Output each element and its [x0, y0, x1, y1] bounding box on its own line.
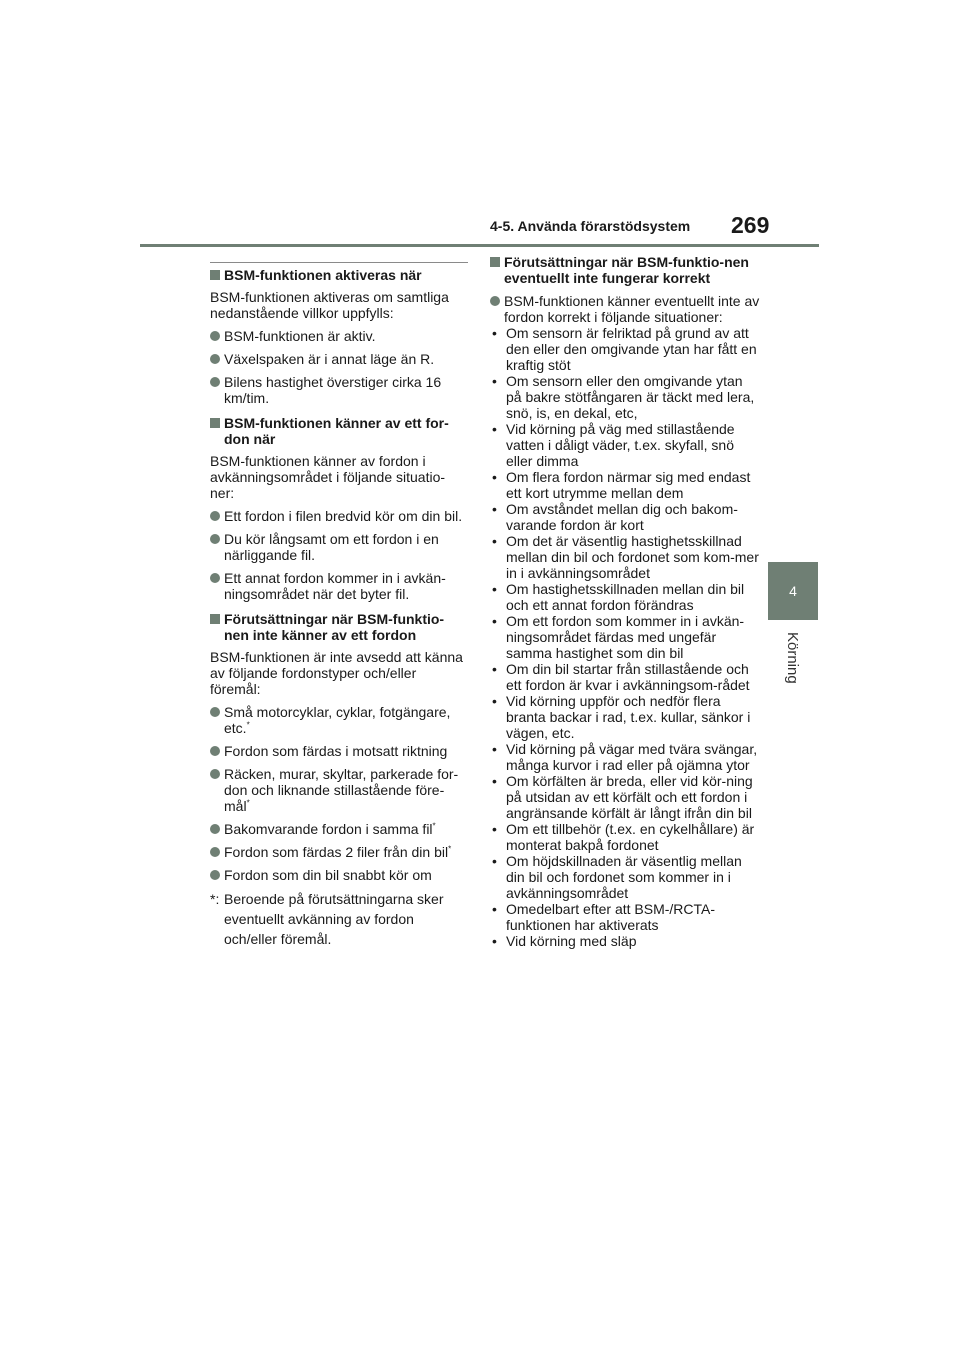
square-bullet-icon: [210, 270, 220, 280]
circle-bullet-icon: [210, 824, 220, 834]
footnote-ref: *: [246, 720, 250, 730]
dot-bullet-icon: •: [492, 901, 497, 917]
footnote-ref: *: [432, 821, 436, 831]
chapter-label: Körning: [784, 632, 801, 684]
circle-bullet-icon: [210, 870, 220, 880]
list-item: Fordon som färdas 2 filer från din bil*: [210, 844, 468, 860]
circle-bullet-icon: [210, 354, 220, 364]
footnote-mark: *:: [210, 891, 220, 907]
sub-list-item: • Om det är väsentlig hastighetsskillnad mellan din bil och fordonet som kom-mer in i avkänningsområdet: [492, 533, 759, 581]
sub-list-item: • Om din bil startar från stillastående och ett fordon är kvar i avkänningsom-rådet: [492, 661, 750, 693]
sub-list-item: • Vid körning på väg med stillastående vatten i dåligt väder, t.ex. skyfall, snö eller dimma: [492, 421, 735, 469]
circle-bullet-icon: [210, 573, 220, 583]
list-item: Räcken, murar, skyltar, parkerade for-don och liknande stillastående före-mål*: [210, 766, 468, 814]
circle-bullet-icon: [210, 331, 220, 341]
dot-bullet-icon: •: [492, 373, 497, 389]
chapter-tab: 4: [768, 562, 818, 620]
sub-list-item: • Om sensorn är felriktad på grund av att den eller den omgivande ytan har fått en kraftig stöt: [492, 325, 757, 373]
sub-list-item: • Omedelbart efter att BSM-/RCTA-funktionen har aktiverats: [492, 901, 716, 933]
square-bullet-icon: [490, 257, 500, 267]
paragraph: BSM-funktionen aktiveras om samtliga nedanstående villkor uppfylls:: [210, 289, 449, 321]
square-bullet-icon: [210, 418, 220, 428]
list-item: Fordon som färdas i motsatt riktning: [210, 743, 468, 759]
sub-list-item: • Om flera fordon närmar sig med endast ett kort utrymme mellan dem: [492, 469, 751, 501]
left-column: [210, 262, 468, 949]
list-item: BSM-funktionen är aktiv.: [210, 328, 468, 344]
circle-bullet-icon: [210, 847, 220, 857]
sub-list-item: • Om ett fordon som kommer in i avkän-ningsområdet färdas med ungefär samma hastighet som din bil: [492, 613, 745, 661]
circle-bullet-icon: [210, 534, 220, 544]
dot-bullet-icon: •: [492, 501, 497, 517]
dot-bullet-icon: •: [492, 741, 497, 757]
dot-bullet-icon: •: [492, 821, 497, 837]
list-item: Bakomvarande fordon i samma fil*: [210, 821, 468, 837]
sub-list-item: • Om avståndet mellan dig och bakom-varande fordon är kort: [492, 501, 738, 533]
list-item: Små motorcyklar, cyklar, fotgängare, etc.*: [210, 704, 468, 736]
header-rule: [140, 244, 819, 247]
dot-bullet-icon: •: [492, 693, 497, 709]
list-item: Bilens hastighet överstiger cirka 16 km/tim.: [210, 374, 468, 406]
circle-bullet-icon: [210, 746, 220, 756]
circle-bullet-icon: [490, 296, 500, 306]
section-heading: Förutsättningar när BSM-funktio-nen eventuellt inte fungerar korrekt: [490, 254, 760, 286]
list-item: Ett fordon i filen bredvid kör om din bil.: [210, 508, 468, 524]
dot-bullet-icon: •: [492, 661, 497, 677]
section-heading: BSM-funktionen aktiveras när: [210, 267, 468, 283]
sub-list-item: • Om körfälten är breda, eller vid kör-ning på utsidan av ett körfält och ett fordon i angränsande körfält är långt ifrån din bil: [492, 773, 753, 821]
list-item: Växelspaken är i annat läge än R.: [210, 351, 468, 367]
list-item: Ett annat fordon kommer in i avkän-ningsområdet när det byter fil.: [210, 570, 468, 602]
list-item: Du kör långsamt om ett fordon i en närliggande fil.: [210, 531, 468, 563]
dot-bullet-icon: •: [492, 581, 497, 597]
sub-list-item: • Vid körning uppför och nedför flera branta backar i rad, t.ex. kullar, sänkor i vägen, etc.: [492, 693, 751, 741]
dot-bullet-icon: •: [492, 613, 497, 629]
paragraph: BSM-funktionen är inte avsedd att känna av följande fordonstyper och/eller föremål:: [210, 649, 463, 697]
page-number: 269: [731, 212, 770, 238]
sub-list-item: • Om höjdskillnaden är väsentlig mellan din bil och fordonet som kommer in i avkänningsområdet: [492, 853, 742, 901]
sub-list: [490, 325, 760, 949]
footnote-ref: *: [448, 844, 452, 854]
footnote: *: Beroende på förutsättningarna sker eventuellt avkänning av fordon och/eller föremål.: [210, 891, 444, 947]
dot-bullet-icon: •: [492, 773, 497, 789]
section-heading: Förutsättningar när BSM-funktio-nen inte känner av ett fordon: [210, 611, 468, 643]
sub-list-item: • Om ett tillbehör (t.ex. en cykelhållare) är monterat bakpå fordonet: [492, 821, 755, 853]
footnote-ref: *: [246, 798, 250, 808]
dot-bullet-icon: •: [492, 325, 497, 341]
dot-bullet-icon: •: [492, 469, 497, 485]
circle-bullet-icon: [210, 377, 220, 387]
sub-list-item: • Om hastighetsskillnaden mellan din bil och ett annat fordon förändras: [492, 581, 745, 613]
dot-bullet-icon: •: [492, 933, 497, 949]
dot-bullet-icon: •: [492, 853, 497, 869]
section-rule: [210, 262, 468, 263]
circle-bullet-icon: [210, 707, 220, 717]
sub-list-item: • Om sensorn eller den omgivande ytan på bakre stötfångaren är täckt med lera, snö, is, en dekal, etc,: [492, 373, 755, 421]
right-column: [490, 254, 760, 949]
section-heading: BSM-funktionen känner av ett for-don när: [210, 415, 468, 447]
square-bullet-icon: [210, 614, 220, 624]
paragraph: BSM-funktionen känner av fordon i avkänningsområdet i följande situatio-ner:: [210, 453, 446, 501]
dot-bullet-icon: •: [492, 533, 497, 549]
circle-bullet-icon: [210, 511, 220, 521]
section-title: 4-5. Använda förarstödsystem: [490, 218, 691, 234]
circle-bullet-icon: [210, 769, 220, 779]
list-item: BSM-funktionen känner eventuellt inte av fordon korrekt i följande situationer:: [490, 293, 760, 325]
sub-list-item: • Vid körning på vägar med tvära svängar, många kurvor i rad eller på ojämna ytor: [492, 741, 758, 773]
sub-list-item: • Vid körning med släp: [492, 933, 637, 949]
dot-bullet-icon: •: [492, 421, 497, 437]
list-item: Fordon som din bil snabbt kör om: [210, 867, 468, 883]
